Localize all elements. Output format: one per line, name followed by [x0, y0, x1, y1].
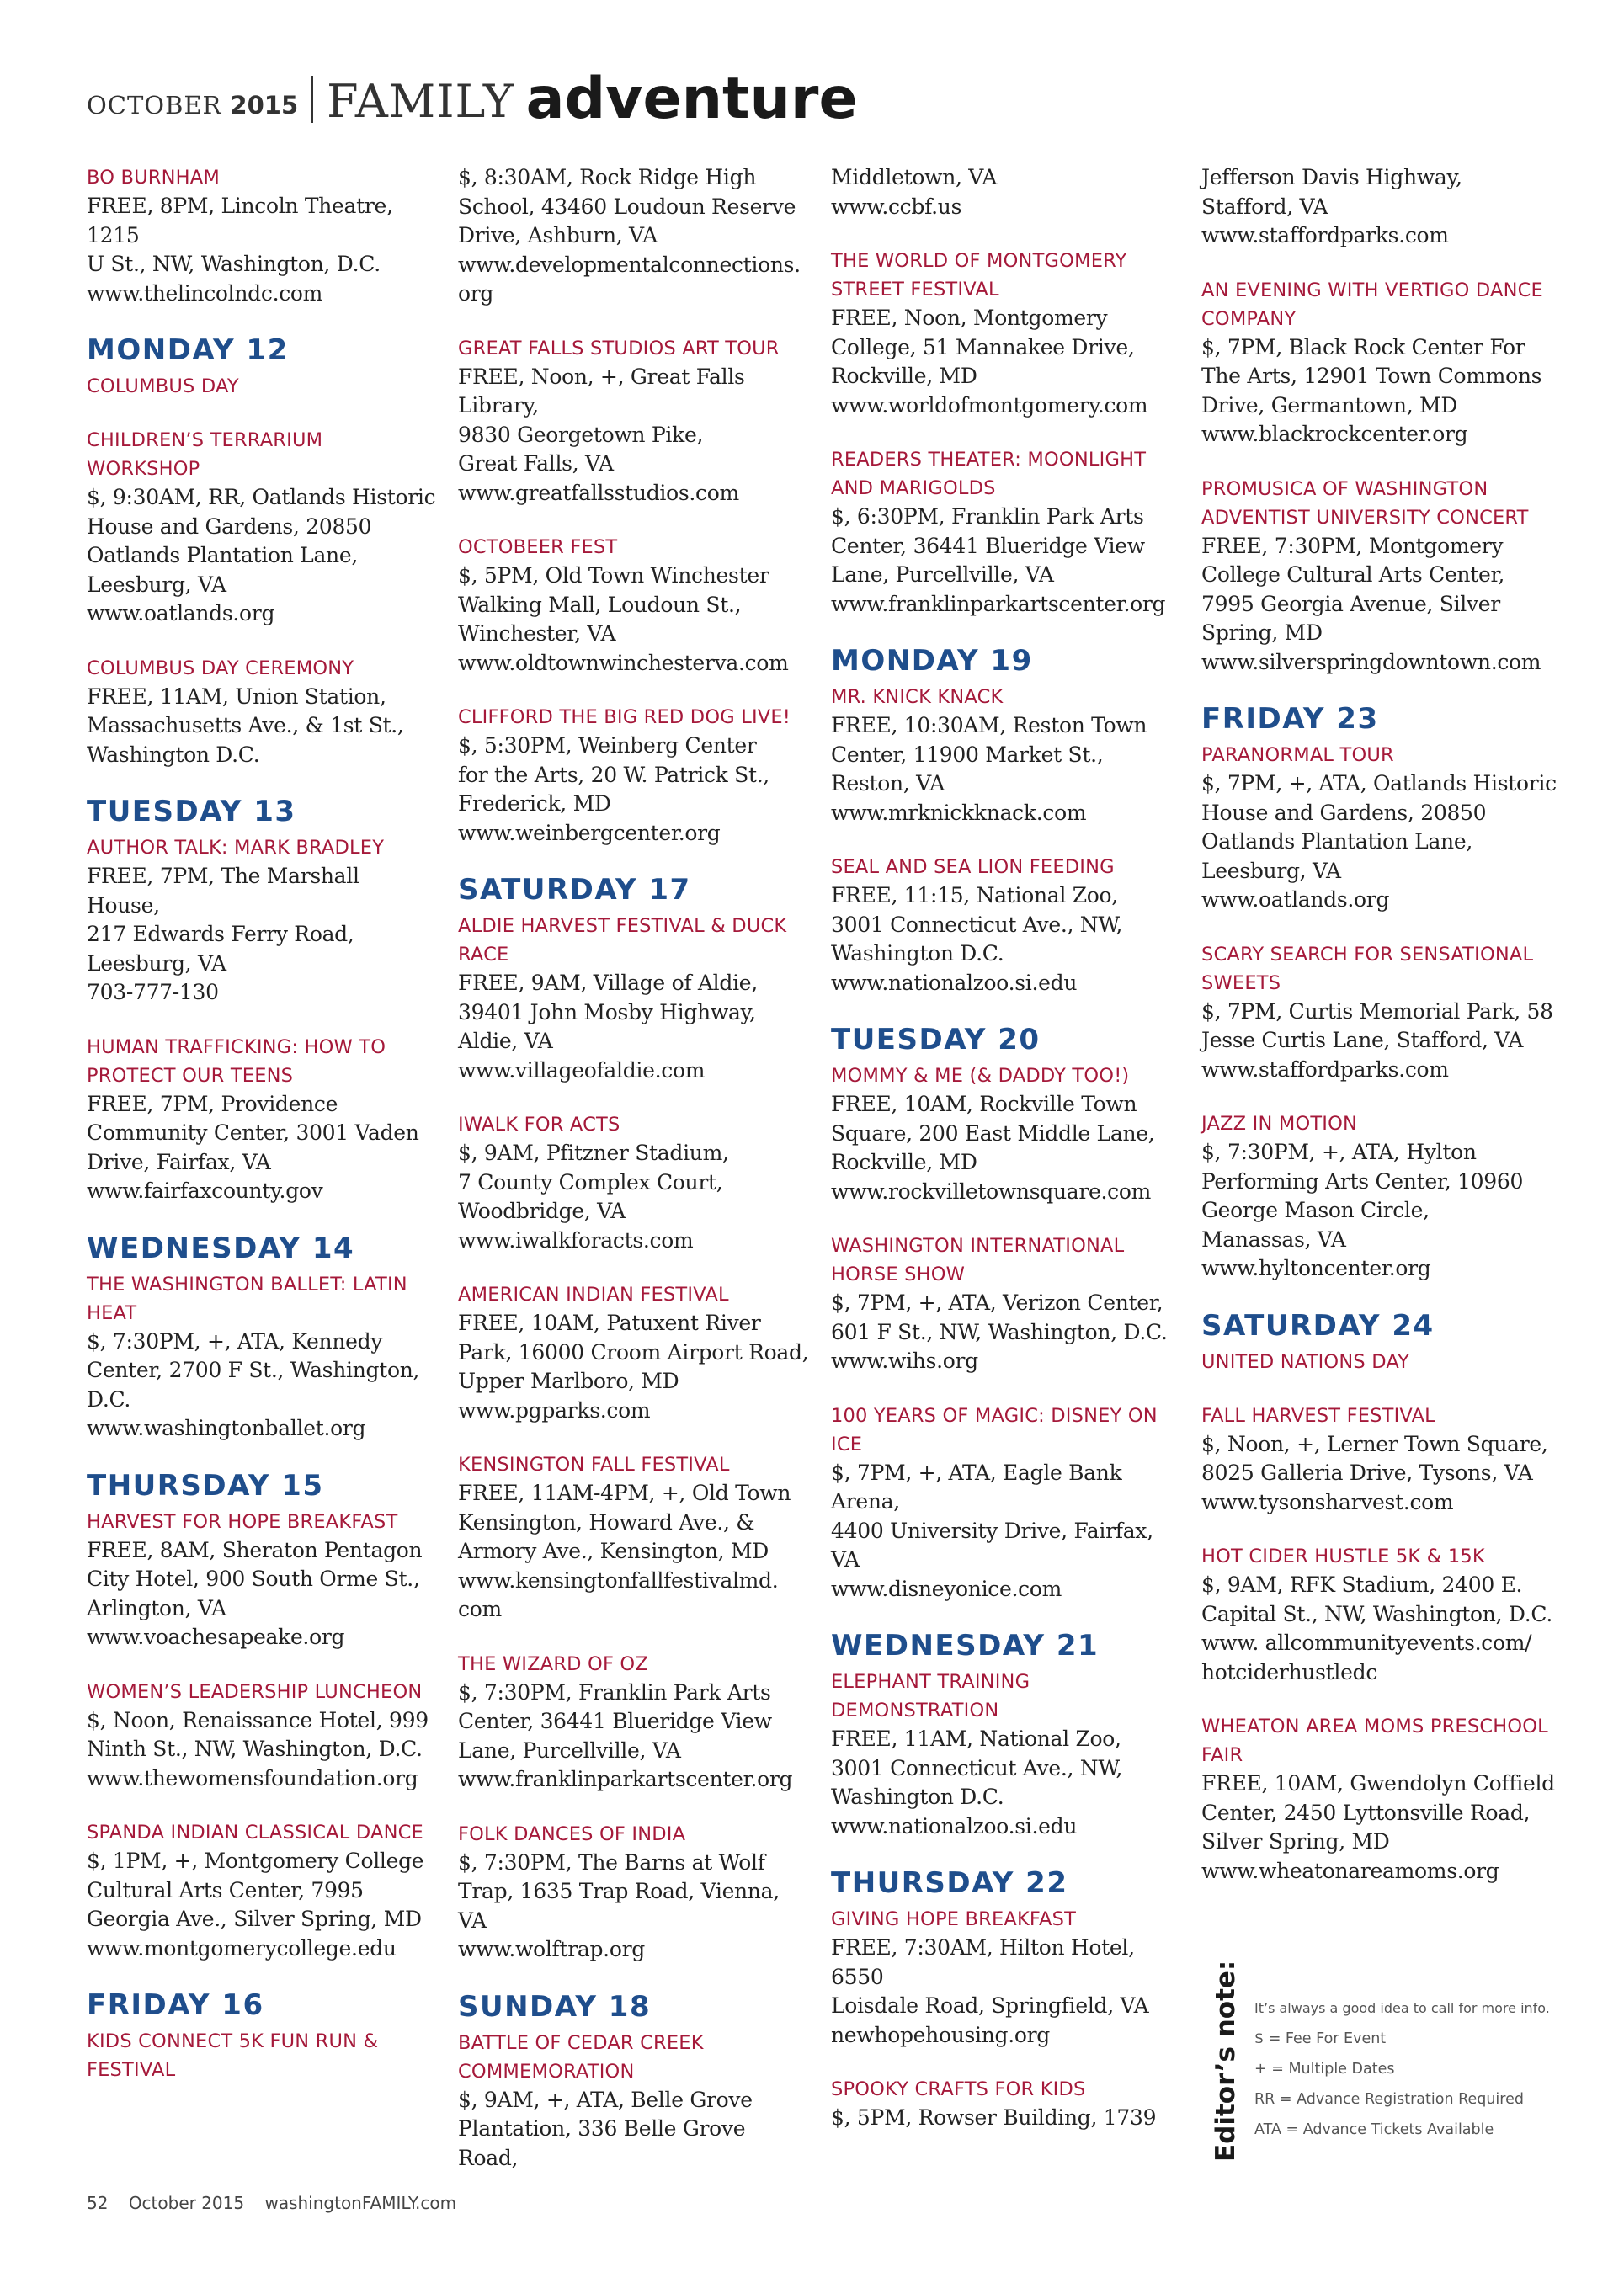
- header-divider: [311, 76, 313, 123]
- event-detail-line: $, 9AM, RFK Stadium, 2400 E.: [1201, 1572, 1523, 1597]
- event-detail-line: 9830 Georgetown Pike,: [458, 422, 704, 447]
- event-detail-line: Trap, 1635 Trap Road, Vienna, VA: [458, 1879, 780, 1933]
- event-detail-line: com: [458, 1597, 502, 1621]
- event-listing: [1201, 163, 1565, 251]
- event-title: HARVEST FOR HOPE BREAKFAST: [87, 1510, 398, 1533]
- event-detail-line: $, 5:30PM, Weinberg Center: [458, 733, 757, 758]
- event-detail-line: City Hotel, 900 South Orme St.,: [87, 1567, 420, 1591]
- event-title: SEAL AND SEA LION FEEDING: [831, 856, 1115, 878]
- event-detail-line: Performing Arts Center, 10960: [1201, 1168, 1524, 1194]
- event-detail-line: Drive, Fairfax, VA: [87, 1149, 271, 1174]
- calendar-column-1: [87, 163, 439, 2084]
- day-heading: WEDNESDAY 14: [87, 1231, 355, 1265]
- event-detail-line: Center, 2700 F St., Washington,: [87, 1358, 420, 1382]
- editors-note-line: + = Multiple Dates: [1254, 2061, 1395, 2078]
- event-listing: [458, 1280, 812, 1425]
- event-detail-line: Drive, Ashburn, VA: [458, 223, 658, 247]
- event-listing: [1201, 475, 1565, 678]
- event-listing: [1201, 1109, 1565, 1284]
- event-detail-line: www. allcommunityevents.com/: [1201, 1631, 1532, 1655]
- event-listing: [1201, 1712, 1565, 1886]
- event-detail-line: www.developmentalconnections.: [458, 252, 801, 277]
- event-detail-line: Drive, Germantown, MD: [1201, 392, 1458, 418]
- event-detail-line: Leesburg, VA: [87, 950, 226, 976]
- event-detail-line: $, Noon, +, Lerner Town Square,: [1201, 1431, 1548, 1456]
- event-detail-line: www.iwalkforacts.com: [458, 1227, 694, 1253]
- event-detail-line: Oatlands Plantation Lane,: [87, 543, 358, 567]
- event-detail-line: $, 7:30PM, The Barns at Wolf: [458, 1849, 765, 1875]
- event-detail-line: Jefferson Davis Highway,: [1201, 165, 1462, 189]
- event-listing: [458, 1820, 812, 1965]
- event-detail-line: FREE, 8AM, Sheraton Pentagon: [87, 1537, 423, 1562]
- event-title: WOMEN’S LEADERSHIP LUNCHEON: [87, 1680, 423, 1703]
- event-detail-line: Silver Spring, MD: [1201, 1829, 1390, 1854]
- event-title: COLUMBUS DAY CEREMONY: [87, 657, 354, 679]
- event-detail-line: FREE, 10AM, Gwendolyn Coffield: [1201, 1771, 1555, 1796]
- day-heading: MONDAY 12: [87, 333, 289, 367]
- event-detail-line: $, 7:30PM, +, ATA, Hylton: [1201, 1140, 1477, 1164]
- event-title: FALL HARVEST FESTIVAL: [1201, 1404, 1435, 1427]
- event-detail-line: 703-777-130: [87, 980, 219, 1004]
- event-detail-line: Frederick, MD: [458, 791, 611, 816]
- event-detail-line: Center, 36441 Blueridge View: [458, 1709, 772, 1733]
- event-detail-line: FREE, Noon, +, Great Falls Library,: [458, 364, 745, 418]
- event-detail-line: School, 43460 Loudoun Reserve: [458, 194, 796, 219]
- event-listing: [831, 1402, 1183, 1604]
- event-detail-line: FREE, 8PM, Lincoln Theatre, 1215: [87, 194, 393, 247]
- event-detail-line: www.blackrockcenter.org: [1201, 422, 1468, 446]
- event-detail-line: Leesburg, VA: [87, 572, 226, 597]
- event-listing: [458, 1450, 812, 1625]
- event-listing: [458, 2029, 812, 2174]
- event-title: WASHINGTON INTERNATIONAL HORSE SHOW: [831, 1235, 1125, 1285]
- event-detail-line: www.greatfallsstudios.com: [458, 480, 739, 505]
- event-title: OCTOBEER FEST: [458, 536, 618, 558]
- header-family: FAMILY: [327, 75, 514, 128]
- event-detail-line: www.villageofaldie.com: [458, 1057, 706, 1083]
- event-title: READERS THEATER: MOONLIGHT AND MARIGOLDS: [831, 449, 1147, 499]
- event-detail-line: George Mason Circle,: [1201, 1198, 1430, 1222]
- event-detail-line: $, 5PM, Old Town Winchester: [458, 563, 769, 588]
- event-title: COLUMBUS DAY: [87, 375, 239, 397]
- event-detail-line: www.nationalzoo.si.edu: [831, 970, 1078, 995]
- event-detail-line: $, 5PM, Rowser Building, 1739: [831, 2105, 1157, 2130]
- event-listing: [831, 163, 1183, 221]
- event-listing: [1201, 1348, 1565, 1376]
- event-title: GIVING HOPE BREAKFAST: [831, 1908, 1077, 1930]
- event-detail-line: $, 7PM, +, ATA, Oatlands Historic: [1201, 771, 1557, 795]
- event-detail-line: www.franklinparkartscenter.org: [831, 591, 1166, 616]
- event-title: SPANDA INDIAN CLASSICAL DANCE: [87, 1822, 423, 1844]
- header-adventure: adventure: [525, 66, 858, 132]
- event-detail-line: www.silverspringdowntown.com: [1201, 649, 1541, 674]
- event-title: GREAT FALLS STUDIOS ART TOUR: [458, 337, 780, 359]
- event-detail-line: www.wheatonareamoms.org: [1201, 1858, 1499, 1883]
- event-listing: [831, 1232, 1183, 1376]
- editors-note-label: Editor’s note:: [1211, 1960, 1241, 2162]
- event-detail-line: Leesburg, VA: [1201, 858, 1341, 883]
- event-title: HUMAN TRAFFICKING: HOW TO PROTECT OUR TEENS: [87, 1035, 386, 1087]
- event-detail-line: FREE, 7PM, Providence: [87, 1091, 338, 1116]
- event-detail-line: Woodbridge, VA: [458, 1199, 626, 1223]
- event-title: 100 YEARS OF MAGIC: DISNEY ON ICE: [831, 1404, 1158, 1455]
- event-title: THE WIZARD OF OZ: [458, 1652, 648, 1675]
- event-listing: [831, 1905, 1183, 2050]
- editors-note: [1211, 1960, 1573, 2162]
- event-detail-line: FREE, 9AM, Village of Aldie,: [458, 971, 758, 995]
- event-detail-line: Center, 2450 Lyttonsville Road,: [1201, 1800, 1531, 1825]
- event-title: UNITED NATIONS DAY: [1201, 1350, 1410, 1373]
- event-detail-line: www.mrknickknack.com: [831, 800, 1087, 825]
- event-detail-line: Jesse Curtis Lane, Stafford, VA: [1201, 1028, 1524, 1052]
- event-detail-line: Winchester, VA: [458, 621, 616, 646]
- event-detail-line: U St., NW, Washington, D.C.: [87, 252, 381, 276]
- event-detail-line: FREE, 10AM, Patuxent River: [458, 1311, 761, 1335]
- event-detail-line: Community Center, 3001 Vaden: [87, 1120, 419, 1145]
- event-detail-line: Plantation, 336 Belle Grove Road,: [458, 2116, 746, 2170]
- event-detail-line: www.pgparks.com: [458, 1397, 651, 1423]
- event-listing: [458, 912, 812, 1085]
- event-detail-line: $, 7:30PM, Franklin Park Arts: [458, 1679, 771, 1705]
- event-detail-line: Upper Marlboro, MD: [458, 1369, 679, 1393]
- event-detail-line: Georgia Ave., Silver Spring, MD: [87, 1907, 422, 1931]
- event-detail-line: Rockville, MD: [831, 364, 977, 388]
- event-listing: [87, 654, 439, 770]
- event-detail-line: Loisdale Road, Springfield, VA: [831, 1993, 1149, 2018]
- event-detail-line: Lane, Purcellville, VA: [458, 1737, 681, 1763]
- event-detail-line: Washington D.C.: [831, 1785, 1004, 1809]
- day-heading: FRIDAY 23: [1201, 702, 1379, 736]
- event-title: PROMUSICA OF WASHINGTON ADVENTIST UNIVERSITY CONCERT: [1201, 477, 1529, 529]
- event-detail-line: Arlington, VA: [87, 1595, 226, 1620]
- event-detail-line: $, 8:30AM, Rock Ridge High: [458, 165, 757, 189]
- event-detail-line: www.hyltoncenter.org: [1201, 1256, 1431, 1280]
- event-listing: [831, 683, 1183, 827]
- event-listing: [87, 1033, 439, 1206]
- event-detail-line: Center, 11900 Market St.,: [831, 742, 1104, 767]
- event-detail-line: www.worldofmontgomery.com: [831, 392, 1148, 418]
- event-listing: [831, 445, 1183, 619]
- event-title: MR. KNICK KNACK: [831, 686, 1004, 708]
- event-title: WHEATON AREA MOMS PRESCHOOL FAIR: [1201, 1716, 1548, 1766]
- event-title: AUTHOR TALK: MARK BRADLEY: [87, 837, 385, 859]
- editors-note-line: $ = Fee For Event: [1254, 2030, 1387, 2047]
- event-listing: [1201, 1542, 1565, 1687]
- event-detail-line: www.thewomensfoundation.org: [87, 1765, 418, 1790]
- event-detail-line: www.wolftrap.org: [458, 1937, 645, 1961]
- event-listing: [458, 1110, 812, 1255]
- event-detail-line: www.oldtownwinchesterva.com: [458, 650, 789, 675]
- event-title: JAZZ IN MOTION: [1201, 1113, 1358, 1135]
- footer-site: washingtonFAMILY.com: [264, 2193, 457, 2213]
- event-detail-line: Middletown, VA: [831, 165, 998, 189]
- event-detail-line: hotciderhustledc: [1201, 1659, 1378, 1684]
- event-detail-line: FREE, 10AM, Rockville Town: [831, 1092, 1137, 1116]
- event-listing: [1201, 741, 1565, 915]
- event-detail-line: FREE, 11AM-4PM, +, Old Town: [458, 1481, 791, 1505]
- event-detail-line: Square, 200 East Middle Lane,: [831, 1120, 1155, 1146]
- event-detail-line: www.oatlands.org: [87, 601, 275, 625]
- event-detail-line: $, 1PM, +, Montgomery College: [87, 1849, 424, 1873]
- event-detail-line: Lane, Purcellville, VA: [831, 562, 1054, 587]
- event-title: AMERICAN INDIAN FESTIVAL: [458, 1284, 729, 1306]
- event-detail-line: Capital St., NW, Washington, D.C.: [1201, 1601, 1552, 1626]
- event-listing: [87, 1678, 439, 1794]
- event-detail-line: for the Arts, 20 W. Patrick St.,: [458, 762, 770, 787]
- event-detail-line: Spring, MD: [1201, 620, 1323, 645]
- editors-note-legend: [1254, 1993, 1550, 2145]
- event-detail-line: www.kensingtonfallfestivalmd.: [458, 1567, 779, 1593]
- event-detail-line: Washington D.C.: [831, 941, 1004, 966]
- event-detail-line: Center, 36441 Blueridge View: [831, 533, 1145, 558]
- page-header: [87, 61, 858, 132]
- event-listing: [458, 334, 812, 508]
- event-detail-line: College, 51 Mannakee Drive,: [831, 334, 1135, 359]
- event-detail-line: www.rockvilletownsquare.com: [831, 1179, 1152, 1204]
- event-title: IWALK FOR ACTS: [458, 1114, 620, 1136]
- event-detail-line: 217 Edwards Ferry Road,: [87, 922, 354, 946]
- calendar-column-3: [831, 163, 1183, 2133]
- event-detail-line: The Arts, 12901 Town Commons: [1201, 364, 1542, 388]
- event-listing: [831, 2075, 1183, 2133]
- event-listing: [1201, 940, 1565, 1085]
- event-detail-line: www.oatlands.org: [1201, 887, 1390, 912]
- event-detail-line: House and Gardens, 20850: [87, 513, 372, 539]
- page-footer: [87, 2193, 471, 2213]
- event-detail-line: $, 7PM, +, ATA, Verizon Center,: [831, 1290, 1163, 1315]
- event-detail-line: www.staffordparks.com: [1201, 1056, 1449, 1082]
- editors-note-line: RR = Advance Registration Required: [1254, 2091, 1524, 2108]
- event-detail-line: www.disneyonice.com: [831, 1576, 1062, 1601]
- day-heading: FRIDAY 16: [87, 1988, 264, 2022]
- event-detail-line: Manassas, VA: [1201, 1226, 1346, 1252]
- event-detail-line: Oatlands Plantation Lane,: [1201, 829, 1472, 854]
- header-year: 2015: [230, 91, 299, 120]
- event-title: THE WORLD OF MONTGOMERY STREET FESTIVAL: [831, 250, 1127, 301]
- day-heading: THURSDAY 22: [831, 1866, 1068, 1900]
- event-detail-line: www.franklinparkartscenter.org: [458, 1767, 793, 1791]
- event-detail-line: www.thelincolndc.com: [87, 280, 323, 306]
- event-title: MOMMY & ME (& DADDY TOO!): [831, 1065, 1130, 1087]
- event-detail-line: FREE, 7PM, The Marshall House,: [87, 864, 359, 918]
- event-detail-line: www.montgomerycollege.edu: [87, 1935, 397, 1961]
- event-detail-line: $, 9:30AM, RR, Oatlands Historic: [87, 485, 436, 509]
- event-listing: [458, 1650, 812, 1795]
- event-listing: [1201, 1402, 1565, 1518]
- event-listing: [87, 426, 439, 629]
- header-month: OCTOBER: [87, 91, 222, 120]
- event-listing: [87, 2027, 439, 2084]
- event-detail-line: www.voachesapeake.org: [87, 1625, 345, 1649]
- event-detail-line: org: [458, 281, 494, 306]
- day-heading: TUESDAY 13: [87, 795, 296, 828]
- event-detail-line: FREE, 11AM, Union Station,: [87, 684, 386, 709]
- event-detail-line: Reston, VA: [831, 771, 945, 795]
- event-detail-line: 8025 Galleria Drive, Tysons, VA: [1201, 1461, 1533, 1485]
- event-title: SCARY SEARCH FOR SENSATIONAL SWEETS: [1201, 943, 1534, 994]
- event-title: HOT CIDER HUSTLE 5K & 15K: [1201, 1546, 1485, 1567]
- event-detail-line: Great Falls, VA: [458, 451, 614, 476]
- event-title: CLIFFORD THE BIG RED DOG LIVE!: [458, 706, 791, 728]
- event-listing: [831, 1062, 1183, 1206]
- day-heading: TUESDAY 20: [831, 1023, 1041, 1056]
- day-heading: WEDNESDAY 21: [831, 1629, 1100, 1663]
- event-detail-line: D.C.: [87, 1386, 131, 1412]
- event-title: BO BURNHAM: [87, 167, 220, 189]
- event-detail-line: Washington D.C.: [87, 742, 260, 767]
- event-detail-line: www.wihs.org: [831, 1349, 978, 1373]
- event-listing: [831, 853, 1183, 998]
- event-detail-line: newhopehousing.org: [831, 2022, 1050, 2047]
- event-detail-line: $, 7PM, Black Rock Center For: [1201, 334, 1525, 359]
- day-heading: SATURDAY 24: [1201, 1308, 1435, 1343]
- editors-note-line: It’s always a good idea to call for more info.: [1254, 2000, 1550, 2016]
- day-heading: SUNDAY 18: [458, 1989, 652, 2024]
- event-title: SPOOKY CRAFTS FOR KIDS: [831, 2078, 1086, 2100]
- event-detail-line: Rockville, MD: [831, 1150, 977, 1174]
- event-title: CHILDREN’S TERRARIUM WORKSHOP: [87, 429, 323, 480]
- event-detail-line: 4400 University Drive, Fairfax, VA: [831, 1518, 1153, 1572]
- calendar-column-2: [458, 163, 812, 2173]
- day-heading: THURSDAY 15: [87, 1468, 324, 1503]
- event-listing: [831, 247, 1183, 420]
- footer-date: October 2015: [128, 2193, 245, 2213]
- event-detail-line: FREE, 10:30AM, Reston Town: [831, 713, 1147, 737]
- event-detail-line: 3001 Connecticut Ave., NW,: [831, 1755, 1123, 1780]
- event-detail-line: Ninth St., NW, Washington, D.C.: [87, 1737, 423, 1761]
- event-detail-line: www.tysonsharvest.com: [1201, 1489, 1454, 1514]
- event-detail-line: 601 F St., NW, Washington, D.C.: [831, 1319, 1168, 1344]
- event-detail-line: Cultural Arts Center, 7995: [87, 1877, 364, 1902]
- event-title: FOLK DANCES OF INDIA: [458, 1822, 686, 1845]
- event-detail-line: FREE, Noon, Montgomery: [831, 306, 1108, 330]
- event-detail-line: FREE, 11:15, National Zoo,: [831, 883, 1118, 907]
- event-detail-line: www.staffordparks.com: [1201, 223, 1449, 247]
- event-detail-line: Massachusetts Ave., & 1st St.,: [87, 713, 404, 737]
- day-heading: MONDAY 19: [831, 644, 1033, 678]
- page-number: 52: [87, 2193, 109, 2213]
- event-listing: [831, 1668, 1183, 1841]
- event-detail-line: FREE, 7:30AM, Hilton Hotel, 6550: [831, 1935, 1135, 1989]
- calendar-column-4: [1201, 163, 1565, 1886]
- event-detail-line: 7995 Georgia Avenue, Silver: [1201, 591, 1500, 616]
- event-detail-line: www.fairfaxcounty.gov: [87, 1179, 323, 1203]
- event-listing: [1201, 276, 1565, 450]
- event-title: AN EVENING WITH VERTIGO DANCE COMPANY: [1201, 279, 1543, 330]
- event-detail-line: $, 9AM, Pfitzner Stadium,: [458, 1141, 729, 1165]
- event-detail-line: College Cultural Arts Center,: [1201, 562, 1505, 587]
- event-listing: [87, 1508, 439, 1652]
- event-detail-line: Walking Mall, Loudoun St.,: [458, 592, 742, 617]
- event-detail-line: Stafford, VA: [1201, 194, 1328, 219]
- event-detail-line: 3001 Connecticut Ave., NW,: [831, 912, 1123, 937]
- event-title: THE WASHINGTON BALLET: LATIN HEAT: [87, 1273, 407, 1324]
- event-detail-line: www.ccbf.us: [831, 194, 962, 219]
- event-detail-line: 39401 John Mosby Highway,: [458, 999, 756, 1024]
- event-detail-line: www.washingtonballet.org: [87, 1416, 366, 1440]
- event-detail-line: $, 7PM, +, ATA, Eagle Bank Arena,: [831, 1460, 1122, 1514]
- event-listing: [87, 163, 439, 308]
- event-detail-line: House and Gardens, 20850: [1201, 800, 1487, 825]
- event-detail-line: Aldie, VA: [458, 1029, 553, 1053]
- event-listing: [87, 1818, 439, 1963]
- event-title: PARANORMAL TOUR: [1201, 744, 1394, 766]
- event-listing: [87, 372, 439, 401]
- event-listing: [87, 833, 439, 1008]
- event-title: BATTLE OF CEDAR CREEK COMMEMORATION: [458, 2031, 704, 2083]
- event-detail-line: $, 6:30PM, Franklin Park Arts: [831, 504, 1144, 529]
- event-detail-line: FREE, 7:30PM, Montgomery: [1201, 533, 1504, 558]
- event-listing: [87, 1270, 439, 1444]
- event-detail-line: www.weinbergcenter.org: [458, 820, 721, 845]
- event-detail-line: Park, 16000 Croom Airport Road,: [458, 1339, 809, 1365]
- event-title: KENSINGTON FALL FESTIVAL: [458, 1454, 730, 1476]
- day-heading: SATURDAY 17: [458, 873, 691, 907]
- event-detail-line: $, Noon, Renaissance Hotel, 999: [87, 1707, 429, 1732]
- event-listing: [458, 533, 812, 678]
- event-detail-line: $, 9AM, +, ATA, Belle Grove: [458, 2087, 753, 2112]
- event-title: ELEPHANT TRAINING DEMONSTRATION: [831, 1671, 1030, 1721]
- event-detail-line: $, 7PM, Curtis Memorial Park, 58: [1201, 998, 1553, 1024]
- event-detail-line: Kensington, Howard Ave., &: [458, 1509, 755, 1535]
- event-detail-line: www.nationalzoo.si.edu: [831, 1813, 1078, 1838]
- event-detail-line: Armory Ave., Kensington, MD: [458, 1539, 769, 1563]
- event-title: KIDS CONNECT 5K FUN RUN & FESTIVAL: [87, 2030, 379, 2081]
- event-title: ALDIE HARVEST FESTIVAL & DUCK RACE: [458, 915, 787, 966]
- event-detail-line: FREE, 11AM, National Zoo,: [831, 1727, 1121, 1751]
- event-listing: [458, 703, 812, 848]
- editors-note-line: ATA = Advance Tickets Available: [1254, 2121, 1494, 2138]
- event-detail-line: 7 County Complex Court,: [458, 1169, 723, 1195]
- event-listing: [458, 163, 812, 309]
- event-detail-line: $, 7:30PM, +, ATA, Kennedy: [87, 1328, 383, 1354]
